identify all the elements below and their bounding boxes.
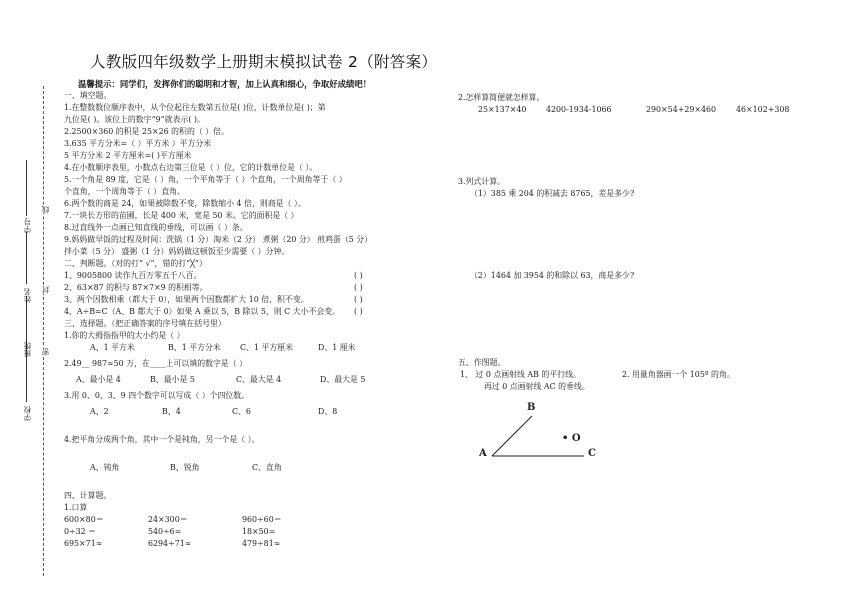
calc-row <box>64 538 424 550</box>
expression-question-1: （1）385 乘 204 的积减去 8765，差是多少? <box>470 189 635 198</box>
simplify-item: 46×102+308 <box>736 105 790 114</box>
binding-class-label: 班级 <box>23 342 32 357</box>
option[interactable]: B、最小是 5 <box>150 375 195 384</box>
option[interactable]: A、2 <box>90 407 109 416</box>
binding-school-label: 学校 <box>23 406 32 421</box>
s1-line: 5.一个角是 89 度，它是（ ）角，一个平角等于（ ）个直角，一个周角等于（ ） <box>64 175 347 184</box>
judge-text: 4、A÷B=C（A、B 都大于 0）如果 A 乘以 5，B 除以 5，则 C 大小不会变。 <box>64 307 341 316</box>
choice-q4: 4.把平角分成两个角，其中一个是钝角，另一个是（ ）。 <box>64 435 260 444</box>
judge-text: 2、63×87 的积与 87×7×9 的积相等。 <box>64 283 208 292</box>
s1-line: 8.过直线外一点画已知直线的垂线，可以画（ ）条。 <box>64 223 248 232</box>
calc-row <box>64 514 424 526</box>
drawing-heading: 五、作图题。 <box>458 358 506 367</box>
option[interactable]: C、1 平方厘米 <box>240 343 294 352</box>
calc-item: 960÷60＝ <box>242 515 282 524</box>
s1-line: 2.2500×360 的积是 25×26 的积的（ ）倍。 <box>64 127 229 136</box>
left-column <box>64 90 424 550</box>
s1-line: 个直角，一个周角等于（ ）直角。 <box>64 187 185 196</box>
s1-line: 九位是( )。该位上的数字“9”就表示( )。 <box>64 115 205 124</box>
judge-text: 1、9005800 读作九百万零五千八百。 <box>64 271 202 280</box>
binding-dashed-line <box>43 86 44 576</box>
calc-item: 18×50= <box>242 527 276 536</box>
option[interactable]: C、直角 <box>252 463 282 472</box>
s1-line: 6.两个数的商是 24，如果被除数不变，除数缩小 4 倍，则商是（ ）。 <box>64 199 306 208</box>
calc-item: 695×71≈ <box>64 539 103 548</box>
calc-item: 6294÷71≈ <box>148 539 192 548</box>
binding-number-label: 学号 <box>23 218 32 233</box>
calc-item: 600×80＝ <box>64 515 104 524</box>
choice-q4-options <box>64 462 424 474</box>
calc-item: 479÷81≈ <box>242 539 281 548</box>
binding-mark-feng: 封 <box>41 286 50 294</box>
choice-q2-options <box>64 374 424 386</box>
option[interactable]: D、8 <box>318 407 338 416</box>
binding-mark-mi: 密 <box>41 348 50 356</box>
section4-heading: 四、计算题。 <box>64 491 112 500</box>
choice-q1: 1.你的大拇指指甲的大小约是（ ） <box>64 331 185 340</box>
simplify-item: 290×54+29×460 <box>646 105 717 114</box>
simplify-item: 25×137×40 <box>478 105 527 114</box>
choice-q3: 3.用 0、0、3、9 四个数字可以写成（ ）个四位数。 <box>64 391 250 400</box>
s1-line: 9.妈妈做早饭的过程及时间：洗锅（1 分）淘米（2 分） 煮粥（20 分） 煎鸡蛋（5 分） <box>64 235 373 244</box>
judge-item <box>64 270 424 282</box>
tip-text: 温馨提示：同学们，发挥你们的聪明和才智，加上认真和细心，争取好成绩吧！ <box>78 79 372 89</box>
binding-mark-xian: 线 <box>41 206 50 214</box>
drawing-task-1: 1、 过 0 点画射线 AB 的平行线。 <box>460 370 581 379</box>
ray-ab <box>492 416 532 456</box>
section1-heading: 一、填空题。 <box>64 91 112 100</box>
option[interactable]: D、1 厘米 <box>318 343 356 352</box>
s1-line: 拌小菜（5 分） 盛粥（1 分）妈妈做这顿饭至少需要（ ）分钟。 <box>64 247 290 256</box>
point-o-label: • O <box>562 433 581 444</box>
s1-line: 7.一块长方形的苗圃，长是 400 米，宽是 50 米。它的面积是（ ） <box>64 211 299 220</box>
option[interactable]: B、锐角 <box>170 463 200 472</box>
choice-q2: 2.49__ 987≈50 万，在____上可以填的数字是（ ） <box>64 359 248 368</box>
option[interactable]: D、最大是 5 <box>320 375 366 384</box>
judge-bracket[interactable]: ( ) <box>354 307 363 316</box>
s1-line: 4.在小数顺序表里，小数点右边第三位是（ ）位，它的计数单位是（ ）。 <box>64 163 318 172</box>
option[interactable]: A、1 平方米 <box>90 343 135 352</box>
binding-name-label: 姓名 <box>23 288 32 303</box>
option[interactable]: A、最小是 4 <box>76 375 121 384</box>
judge-item <box>64 282 424 294</box>
s1-line: 5 平方分米 2 平方厘米=( )平方厘米 <box>64 151 192 160</box>
drawing-task-2: 2. 用量角器画一个 105º 的角。 <box>622 370 735 379</box>
angle-figure <box>470 400 610 470</box>
s1-line: 3.635 平方分米=（ ）平方米 ）平方分米 <box>64 139 212 148</box>
choice-q3-options <box>64 406 424 418</box>
calc-row <box>64 526 424 538</box>
point-a-label: A <box>479 448 487 459</box>
section2-heading: 二、判断题。（对的打“ √”，错的打“╳”） <box>64 259 207 268</box>
simplify-heading: 2.怎样算简便就怎样算。 <box>458 93 545 102</box>
judge-bracket[interactable]: ( ) <box>354 271 363 280</box>
choice-q1-options <box>64 342 424 354</box>
s1-line: 1.在整数数位顺序表中，从个位起往左数第五位是( )位，计数单位是( )；第 <box>64 103 326 112</box>
judge-bracket[interactable]: ( ) <box>354 295 363 304</box>
judge-bracket[interactable]: ( ) <box>354 283 363 292</box>
judge-text: 3、两个因数相乘（都大于 0），如果两个因数都扩大 10 倍，积不变。 <box>64 295 309 304</box>
option[interactable]: A、钝角 <box>90 463 120 472</box>
calc-item: 0÷32 ＝ <box>64 527 97 536</box>
option[interactable]: B、4 <box>162 407 181 416</box>
expression-heading: 3.列式计算。 <box>458 177 505 186</box>
calc-item: 24×300＝ <box>148 515 188 524</box>
page-title: 人教版四年级数学上册期末模拟试卷 2（附答案） <box>90 53 438 71</box>
option[interactable]: B、1 平方分米 <box>168 343 221 352</box>
point-b-label: B <box>527 402 536 413</box>
point-c-label: C <box>588 448 596 459</box>
section3-heading: 三、选择题。（把正确答案的序号填在括号里） <box>64 319 226 328</box>
option[interactable]: C、最大是 4 <box>236 375 282 384</box>
judge-item <box>64 294 424 306</box>
binding-number-underline <box>26 160 27 216</box>
judge-item <box>64 306 424 318</box>
drawing-task-1b: 再过 0 点画射线 AC 的垂线。 <box>484 382 590 391</box>
binding-name-underline <box>26 232 27 284</box>
simplify-item: 4200-1934-1066 <box>546 105 612 114</box>
calc-item: 540÷6= <box>148 527 182 536</box>
option[interactable]: C、6 <box>232 407 251 416</box>
expression-question-2: （2）1464 加 3954 的和除以 63，商是多少? <box>470 271 635 280</box>
mental-calc-heading: 1.口算 <box>64 503 88 512</box>
